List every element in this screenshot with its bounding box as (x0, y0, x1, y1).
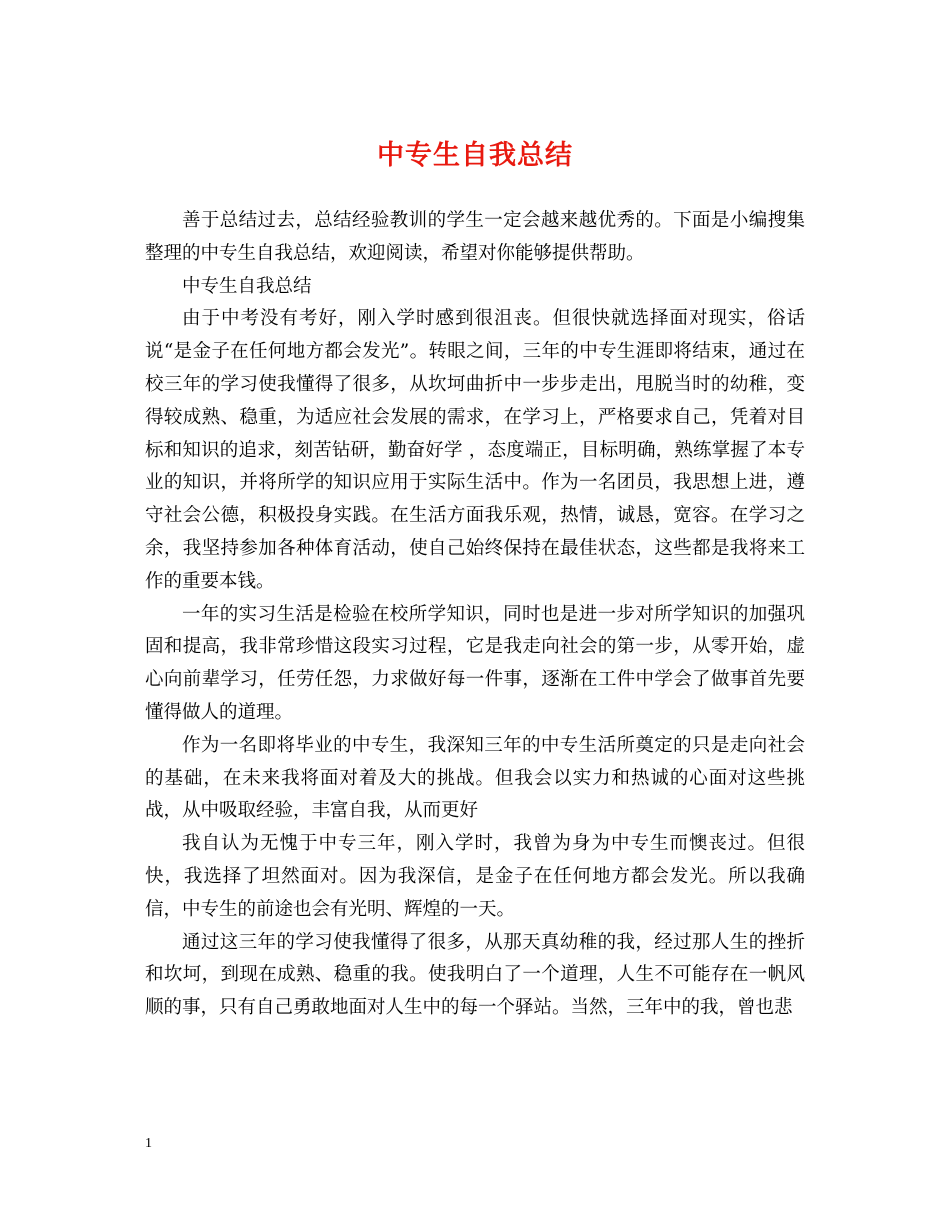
document-body (145, 205, 805, 1025)
page-number: 1 (145, 1136, 152, 1151)
paragraph-3: 作为一名即将毕业的中专生，我深知三年的中专生活所奠定的只是走向社会的基础，在未来我将面对着及大的挑战。但我会以实力和热诚的心面对这些挑战，从中吸取经验，丰富自我，从而更好 (145, 734, 805, 822)
paragraph-2: 一年的实习生活是检验在校所学知识，同时也是进一步对所学知识的加强巩固和提高，我非常珍惜这段实习过程，它是我走向社会的第一步，从零开始，虚心向前辈学习，任劳任怨，力求做好每一件事，逐渐在工件中学会了做事首先要懂得做人的道理。 (145, 603, 805, 723)
paragraph-intro: 善于总结过去，总结经验教训的学生一定会越来越优秀的。下面是小编搜集整理的中专生自我总结，欢迎阅读，希望对你能够提供帮助。 (145, 210, 805, 264)
paragraph-subheading: 中专生自我总结 (182, 275, 312, 297)
document-title: 中专生自我总结 (377, 140, 573, 171)
paragraph-5: 通过这三年的学习使我懂得了很多，从那天真幼稚的我，经过那人生的挫折和坎坷，到现在成熟、稳重的我。使我明白了一个道理，人生不可能存在一帆风顺的事，只有自己勇敢地面对人生中的每一个驿站。当然，三年中的我，曾也悲 (145, 931, 805, 1019)
paragraph-1: 由于中考没有考好，刚入学时感到很沮丧。但很快就选择面对现实，俗话说“是金子在任何地方都会发光”。转眼之间，三年的中专生涯即将结束，通过在校三年的学习使我懂得了很多，从坎坷曲折中一步步走出，甩脱当时的幼稚，变得较成熟、稳重，为适应社会发展的需求，在学习上，严格要求自己，凭着对目标和知识的追求，刻苦钻研，勤奋好学 ，态度端正，目标明确，熟练掌握了本专业的知识，并将所学的知识应用于实际生活中。作为一名团员，我思想上进，遵守社会公德，积极投身实践。在生活方面我乐观，热情，诚恳，宽容。在学习之余，我坚持参加各种体育活动，使自己始终保持在最佳状态，这些都是我将来工作的重要本钱。 (145, 308, 805, 592)
paragraph-4: 我自认为无愧于中专三年，刚入学时，我曾为身为中专生而懊丧过。但很快，我选择了坦然面对。因为我深信，是金子在任何地方都会发光。所以我确信，中专生的前途也会有光明、辉煌的一天。 (145, 833, 805, 920)
